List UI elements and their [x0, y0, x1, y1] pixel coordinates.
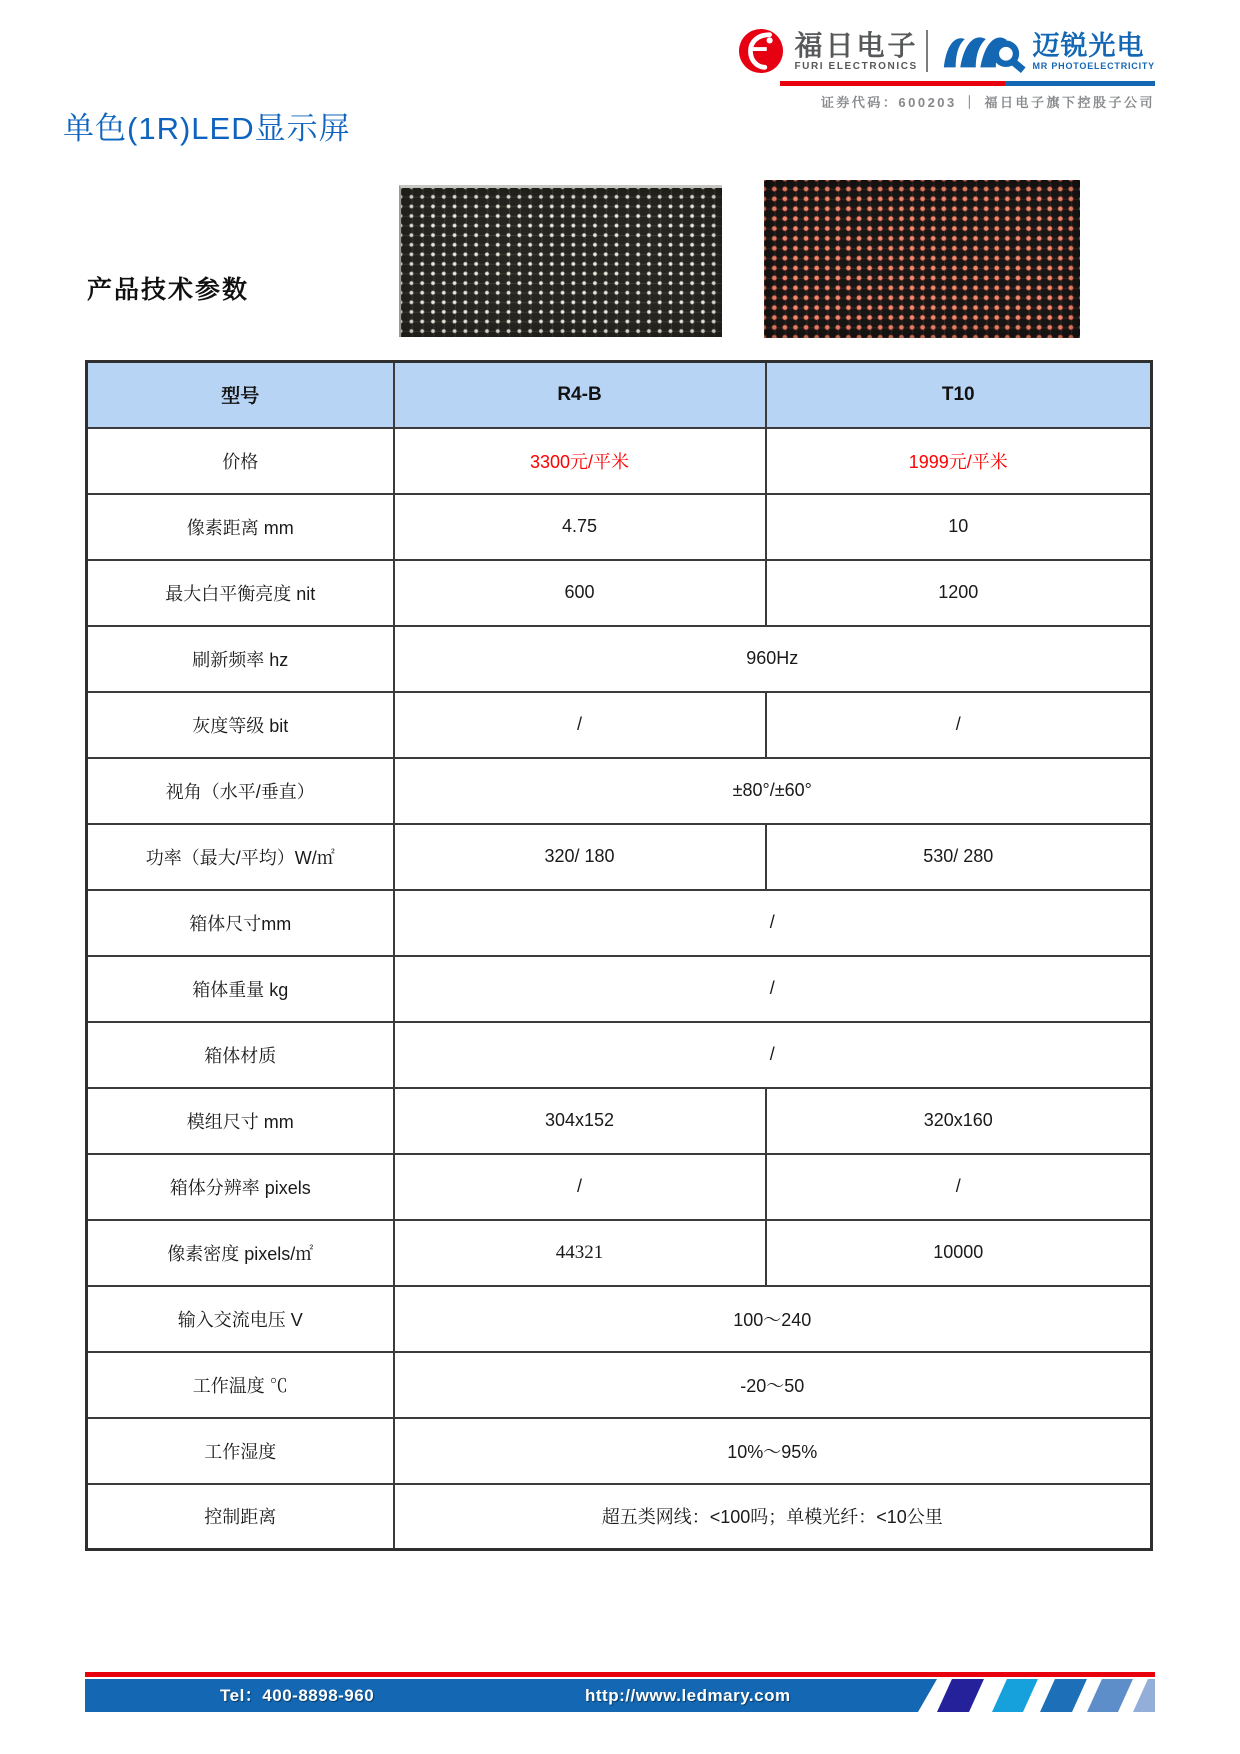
row-value: / [766, 1154, 1152, 1220]
footer-red-line [85, 1672, 1155, 1677]
furi-brand-text [794, 31, 918, 72]
row-label: 控制距离 [87, 1484, 394, 1550]
row-label: 功率（最大/平均）W/㎡ [87, 824, 394, 890]
mr-brand-text [1032, 32, 1155, 71]
row-value-span: / [394, 956, 1152, 1022]
row-value-span: ±80°/±60° [394, 758, 1152, 824]
row-value: 530/ 280 [766, 824, 1152, 890]
furi-name-cn: 福日电子 [794, 29, 919, 61]
furi-logo-icon [738, 28, 784, 74]
section-heading: 产品技术参数 [87, 276, 250, 304]
row-label: 模组尺寸 mm [87, 1088, 394, 1154]
spec-table [85, 360, 1153, 1551]
mr-name-cn: 迈锐光电 [1032, 30, 1145, 61]
footer-stripe-light [1133, 1679, 1155, 1712]
row-label: 刷新频率 hz [87, 626, 394, 692]
product-image-r4b [399, 185, 722, 337]
logo-divider [926, 30, 928, 72]
footer-telephone: Tel：400-8898-960 [220, 1686, 375, 1705]
table-row [87, 824, 1152, 890]
row-value: / [766, 692, 1152, 758]
table-row [87, 1418, 1152, 1484]
column-header: 型号 [87, 362, 394, 428]
row-label: 工作温度 ℃ [87, 1352, 394, 1418]
page-title: 单色(1R)LED显示屏 [63, 111, 351, 146]
row-label: 箱体尺寸mm [87, 890, 394, 956]
table-row [87, 494, 1152, 560]
footer-stripe-steel [1087, 1679, 1133, 1712]
row-value: 320x160 [766, 1088, 1152, 1154]
column-header: T10 [766, 362, 1152, 428]
table-row [87, 758, 1152, 824]
spec-table-head [87, 362, 1152, 428]
row-value: 1999元/平米 [766, 428, 1152, 494]
row-value-span: / [394, 1022, 1152, 1088]
footer-bar [85, 1679, 1155, 1712]
row-label: 价格 [87, 428, 394, 494]
row-value: 10000 [766, 1220, 1152, 1286]
column-header: R4-B [394, 362, 766, 428]
table-row [87, 1484, 1152, 1550]
table-row [87, 560, 1152, 626]
spec-table-body [87, 428, 1152, 1550]
mr-logo-icon [942, 29, 1026, 73]
table-row [87, 890, 1152, 956]
row-value: / [394, 1154, 766, 1220]
table-row [87, 626, 1152, 692]
row-label: 箱体分辨率 pixels [87, 1154, 394, 1220]
row-value-span: / [394, 890, 1152, 956]
table-row [87, 1352, 1152, 1418]
mr-name-en: MR PHOTOELECTRICITY [1032, 60, 1155, 71]
table-row [87, 428, 1152, 494]
product-image-t10 [764, 180, 1080, 338]
table-row [87, 1154, 1152, 1220]
row-value: 600 [394, 560, 766, 626]
row-label: 像素距离 mm [87, 494, 394, 560]
footer-stripe-cyan [992, 1679, 1038, 1712]
footer-stripe-blue [1040, 1679, 1087, 1712]
brand-header [738, 22, 1155, 80]
table-row [87, 1286, 1152, 1352]
row-label: 输入交流电压 V [87, 1286, 394, 1352]
brand-underline [780, 81, 1155, 86]
row-label: 工作湿度 [87, 1418, 394, 1484]
row-value: 4.75 [394, 494, 766, 560]
row-value: 10 [766, 494, 1152, 560]
row-value: 1200 [766, 560, 1152, 626]
table-row [87, 956, 1152, 1022]
table-header-row [87, 362, 1152, 428]
row-value-span: 超五类网线：<100吗；单模光纤：<10公里 [394, 1484, 1152, 1550]
row-value: 320/ 180 [394, 824, 766, 890]
table-row [87, 1220, 1152, 1286]
row-label: 视角（水平/垂直） [87, 758, 394, 824]
footer-bar-background [85, 1679, 937, 1712]
row-label: 箱体重量 kg [87, 956, 394, 1022]
row-label: 像素密度 pixels/㎡ [87, 1220, 394, 1286]
table-row [87, 1022, 1152, 1088]
securities-code-line: 证券代码：600203 ｜ 福日电子旗下控股子公司 [820, 95, 1155, 110]
footer-stripe-navy [937, 1679, 984, 1712]
footer-website-link[interactable]: http://www.ledmary.com [585, 1686, 791, 1705]
row-value: 304x152 [394, 1088, 766, 1154]
row-label: 最大白平衡亮度 nit [87, 560, 394, 626]
row-value: 44321 [394, 1220, 766, 1286]
row-value-span: 10%～95% [394, 1418, 1152, 1484]
row-value-span: 100～240 [394, 1286, 1152, 1352]
furi-name-en: FURI ELECTRONICS [794, 60, 918, 72]
table-row [87, 692, 1152, 758]
row-value-span: 960Hz [394, 626, 1152, 692]
row-label: 箱体材质 [87, 1022, 394, 1088]
row-label: 灰度等级 bit [87, 692, 394, 758]
row-value-span: -20～50 [394, 1352, 1152, 1418]
table-row [87, 1088, 1152, 1154]
row-value: / [394, 692, 766, 758]
row-value: 3300元/平米 [394, 428, 766, 494]
